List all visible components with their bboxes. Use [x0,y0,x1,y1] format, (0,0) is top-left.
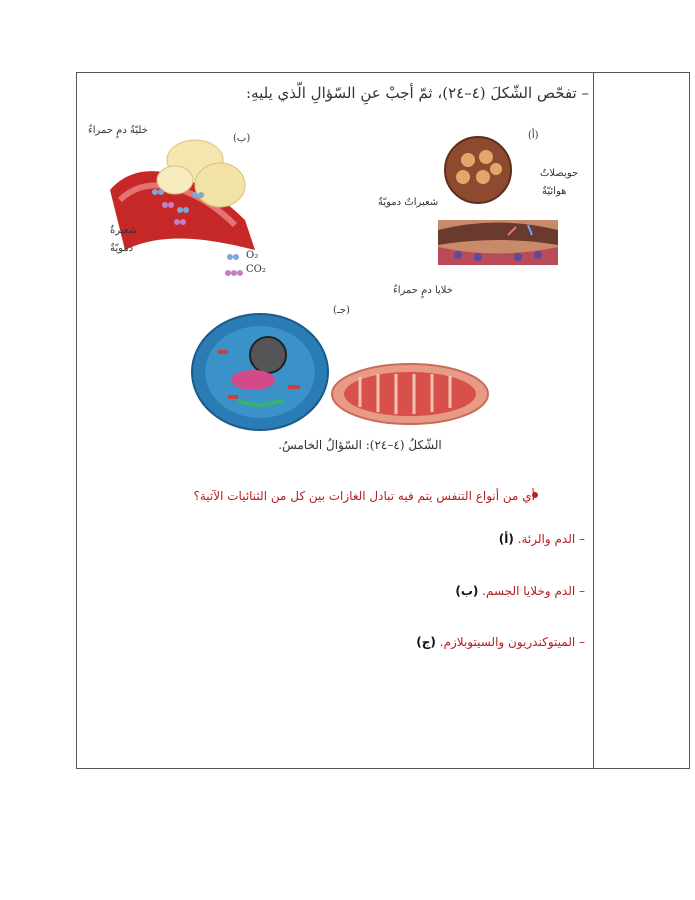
label-alveoli-line2: هوائيّةٌ [542,186,567,197]
answer-1-text: – الدم والرئة. [517,532,585,546]
answer-row-3 [416,635,585,649]
figure-a-label: (أ) [528,130,539,141]
legend-co2: CO₂ [246,264,266,275]
label-capillaries-a: شعيراتٌ دمويّةٌ [378,197,439,208]
answer-2-value: (ب) [455,584,479,598]
figure-c-cell [188,310,333,435]
answer-3-text: – الميتوكندريون والسيتوبلازم. [439,635,585,649]
legend-o2: O₂ [246,250,259,261]
answer-1-value: (أ) [498,532,514,546]
question-text: أي من أنواع التنفس يتم فيه تبادل الغازات بين كل من الثنائيات الآتية؟ [193,489,535,503]
figure-a-alveoli [428,135,568,280]
answer-2-text: – الدم وخلايا الجسم. [482,584,585,598]
answer-row-1 [499,532,585,546]
label-capillary-b-line2: دمويّةٌ [110,243,134,254]
figure-c-label: (جـ) [333,305,350,316]
instruction-text: – تفحّص الشّكلَ (٤–٢٤)، ثمّ أجبْ عنِ السّؤالِ الّذي يليهِ: [246,84,589,102]
figure-c-mitochondrion [330,362,490,427]
label-red-blood-cell-b: خليّةُ دمٍ حمراءُ [88,125,148,136]
margin-divider [593,72,594,769]
figure-caption: الشّكلُ (٤–٢٤): السّؤالُ الخامسُ. [278,438,442,452]
label-red-cells-a: خلايا دمٍ حمراءُ [393,285,453,296]
answer-row-2 [455,584,585,598]
label-capillary-b-line1: شعيرةٌ [110,225,137,236]
figure-b-capillary [105,130,275,285]
figure-b-label: (ب) [233,133,251,144]
answer-3-value: (ج) [416,635,436,649]
label-alveoli-line1: حويصلاتٌ [540,168,579,179]
